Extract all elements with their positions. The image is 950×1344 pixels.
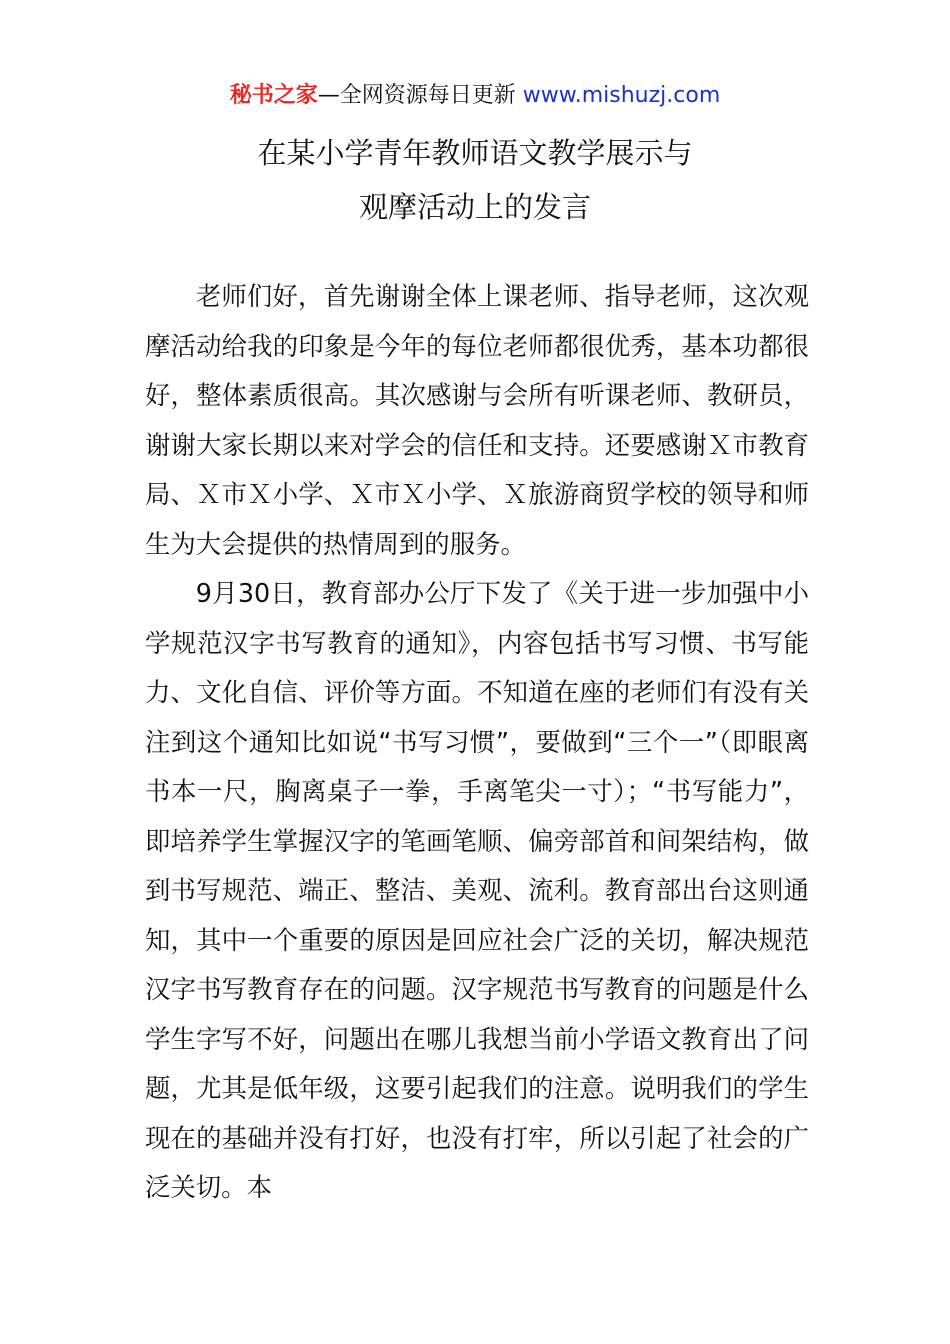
site-tagline: —全网资源每日更新: [317, 83, 516, 108]
site-url-link[interactable]: www.mishuzj.com: [522, 83, 721, 108]
document-title: [0, 126, 950, 234]
body-paragraph-2: 9月30日，教育部办公厅下发了《关于进一步加强中小学规范汉字书写教育的通知》，内容包括书写习惯、书写能力、文化自信、评价等方面。不知道在座的老师们有没有关注到这个通知比如说“书写习惯”，要做到“三个一”（即眼离书本一尺，胸离桌子一拳，手离笔尖一寸）；“书写能力”，即培养学生掌握汉字的笔画笔顺、偏旁部首和间架结构，做到书写规范、端正、整洁、美观、流利。教育部出台这则通知，其中一个重要的原因是回应社会广泛的关切，解决规范汉字书写教育存在的问题。汉字规范书写教育的问题是什么学生字写不好，问题出在哪儿我想当前小学语文教育出了问题，尤其是低年级，这要引起我们的注意。说明我们的学生现在的基础并没有打好，也没有打牢，所以引起了社会的广泛关切。本: [145, 578, 809, 1202]
body-paragraph-1: 老师们好，首先谢谢全体上课老师、指导老师，这次观摩活动给我的印象是今年的每位老师都很优秀，基本功都很好，整体素质很高。其次感谢与会所有听课老师、教研员，谢谢大家长期以来对学会的信任和支持。还要感谢Ｘ市教育局、Ｘ市Ｘ小学、Ｘ市Ｘ小学、Ｘ旅游商贸学校的领导和师生为大会提供的热情周到的服务。: [145, 281, 809, 559]
site-brand: 秘书之家: [229, 83, 318, 108]
document-title-line-1: 在某小学青年教师语文教学展示与: [257, 136, 693, 170]
document-title-line-2: 观摩活动上的发言: [358, 190, 591, 224]
site-header: [0, 80, 950, 112]
document-body: [145, 272, 809, 1213]
